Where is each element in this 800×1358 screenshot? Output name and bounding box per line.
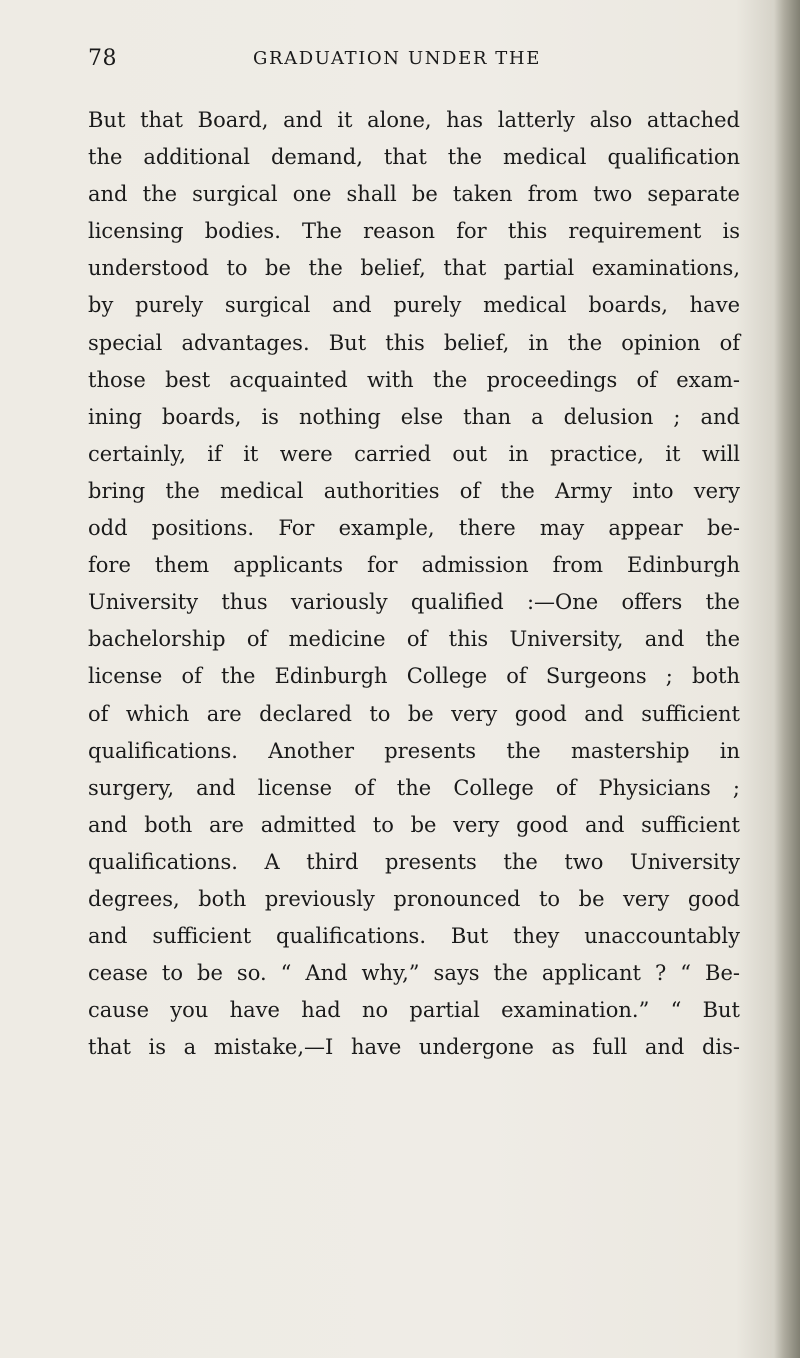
text-line: qualifications. A third presents the two University	[88, 849, 740, 874]
text-line: understood to be the belief, that partial examinations,	[88, 256, 740, 281]
text-line: those best acquainted with the proceedings of exam-	[88, 367, 740, 392]
text-line: fore them applicants for admission from Edinburgh	[88, 553, 740, 578]
text-line: degrees, both previously pronounced to be very good	[88, 886, 740, 911]
text-line: and both are admitted to be very good and sufficient	[88, 812, 740, 837]
text-line: and sufficient qualifications. But they unaccountably	[88, 924, 740, 949]
text-line: cause you have had no partial examination.” “ But	[88, 998, 740, 1023]
text-line: license of the Edinburgh College of Surgeons ; both	[88, 664, 740, 689]
text-line: bring the medical authorities of the Army into very	[88, 478, 740, 503]
page-header	[88, 46, 738, 74]
text-line: by purely surgical and purely medical boards, have	[88, 293, 740, 318]
text-line: of which are declared to be very good and sufficient	[88, 701, 740, 726]
text-line: cease to be so. “ And why,” says the applicant ? “ Be-	[88, 961, 740, 986]
body-text	[88, 102, 740, 1066]
text-line: that is a mistake,—I have undergone as full and dis-	[88, 1035, 740, 1060]
text-line: odd positions. For example, there may appear be-	[88, 516, 740, 541]
text-line: licensing bodies. The reason for this requirement is	[88, 219, 740, 244]
text-line: ining boards, is nothing else than a delusion ; and	[88, 404, 740, 429]
running-title: GRADUATION UNDER THE	[253, 48, 541, 69]
page-number: 78	[88, 46, 117, 71]
text-line: bachelorship of medicine of this University, and the	[88, 627, 740, 652]
text-line: and the surgical one shall be taken from two separate	[88, 182, 740, 207]
text-line: But that Board, and it alone, has latterly also attached	[88, 108, 740, 132]
text-line: surgery, and license of the College of Physicians ;	[88, 775, 740, 800]
text-line: special advantages. But this belief, in the opinion of	[88, 330, 740, 355]
text-line: certainly, if it were carried out in practice, it will	[88, 441, 740, 466]
text-line: the additional demand, that the medical qualification	[88, 145, 740, 170]
text-line: University thus variously qualified :—One offers the	[88, 590, 740, 615]
text-line: qualifications. Another presents the mastership in	[88, 738, 740, 763]
page-edge-shadow	[774, 0, 800, 1358]
